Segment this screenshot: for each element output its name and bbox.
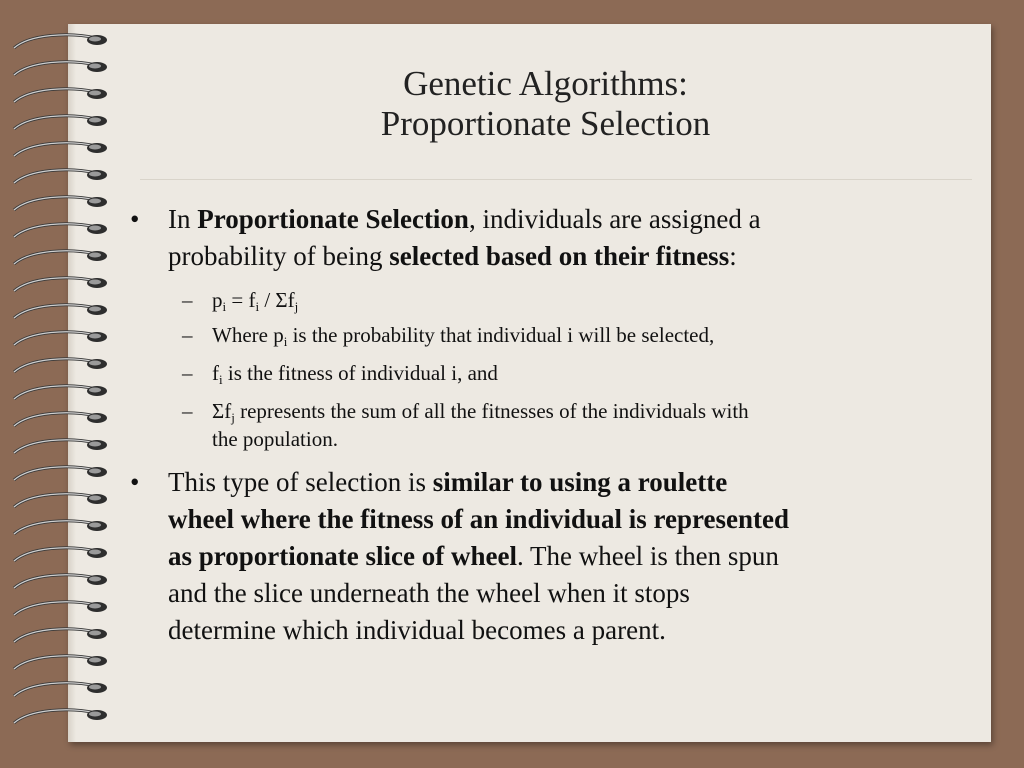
bullet-1-line-1	[130, 201, 968, 238]
text: Where p	[212, 323, 284, 347]
text: represents the sum of all the fitnesses of the individuals with	[234, 399, 749, 423]
dash-marker: –	[182, 323, 193, 347]
text: p	[212, 288, 223, 312]
subscript: i	[219, 372, 223, 387]
sub-bullet-sum	[182, 398, 972, 425]
bullet-2-line-4	[168, 575, 968, 612]
text: is the fitness of individual i, and	[222, 361, 498, 385]
text: :	[729, 241, 737, 271]
bullet-2-line-3	[168, 538, 968, 575]
bullet-2-line-2	[168, 501, 968, 538]
subscript: i	[283, 334, 288, 349]
dash-marker: –	[182, 288, 193, 312]
sub-bullet-where	[182, 322, 972, 349]
text: / Σf	[259, 288, 295, 312]
text: , individuals are assigned a	[468, 204, 761, 234]
subscript: i	[255, 299, 260, 314]
bold-term: Proportionate Selection	[197, 204, 469, 234]
bold-term: similar to using a roulette	[432, 467, 728, 497]
text: is the probability that individual i will be selected,	[287, 323, 715, 347]
text: probability of being	[168, 241, 390, 271]
bullet-marker: •	[130, 204, 140, 234]
text: Σf	[212, 399, 232, 423]
text: . The wheel is then spun	[516, 541, 779, 571]
bullet-1-line-2	[168, 238, 968, 275]
text: and the slice underneath the wheel when it stops	[168, 578, 690, 608]
sub-bullet-sum-cont	[212, 426, 972, 453]
subscript: i	[222, 299, 227, 314]
sub-bullet-fitness	[182, 360, 972, 387]
subscript: j	[294, 299, 299, 314]
title-line-2: Proportionate Selection	[380, 104, 711, 143]
bold-term: selected based on their fitness	[389, 241, 730, 271]
text: = f	[226, 288, 256, 312]
dash-marker: –	[182, 399, 193, 423]
sub-bullet-formula	[182, 287, 972, 314]
bold-term: wheel where the fitness of an individual is represented	[168, 504, 790, 534]
bullet-2-line-1	[130, 464, 968, 501]
text: This type of selection is	[168, 467, 433, 497]
subscript: j	[231, 410, 235, 425]
text: determine which individual becomes a parent.	[168, 615, 666, 645]
bullet-2-line-5	[168, 612, 968, 649]
dash-marker: –	[182, 361, 193, 385]
text: f	[212, 361, 219, 385]
bold-term: as proportionate slice of wheel	[168, 541, 517, 571]
bullet-marker: •	[130, 467, 140, 497]
text: In	[168, 204, 198, 234]
text: the population.	[212, 427, 338, 451]
title-line-1: Genetic Algorithms:	[403, 64, 688, 103]
